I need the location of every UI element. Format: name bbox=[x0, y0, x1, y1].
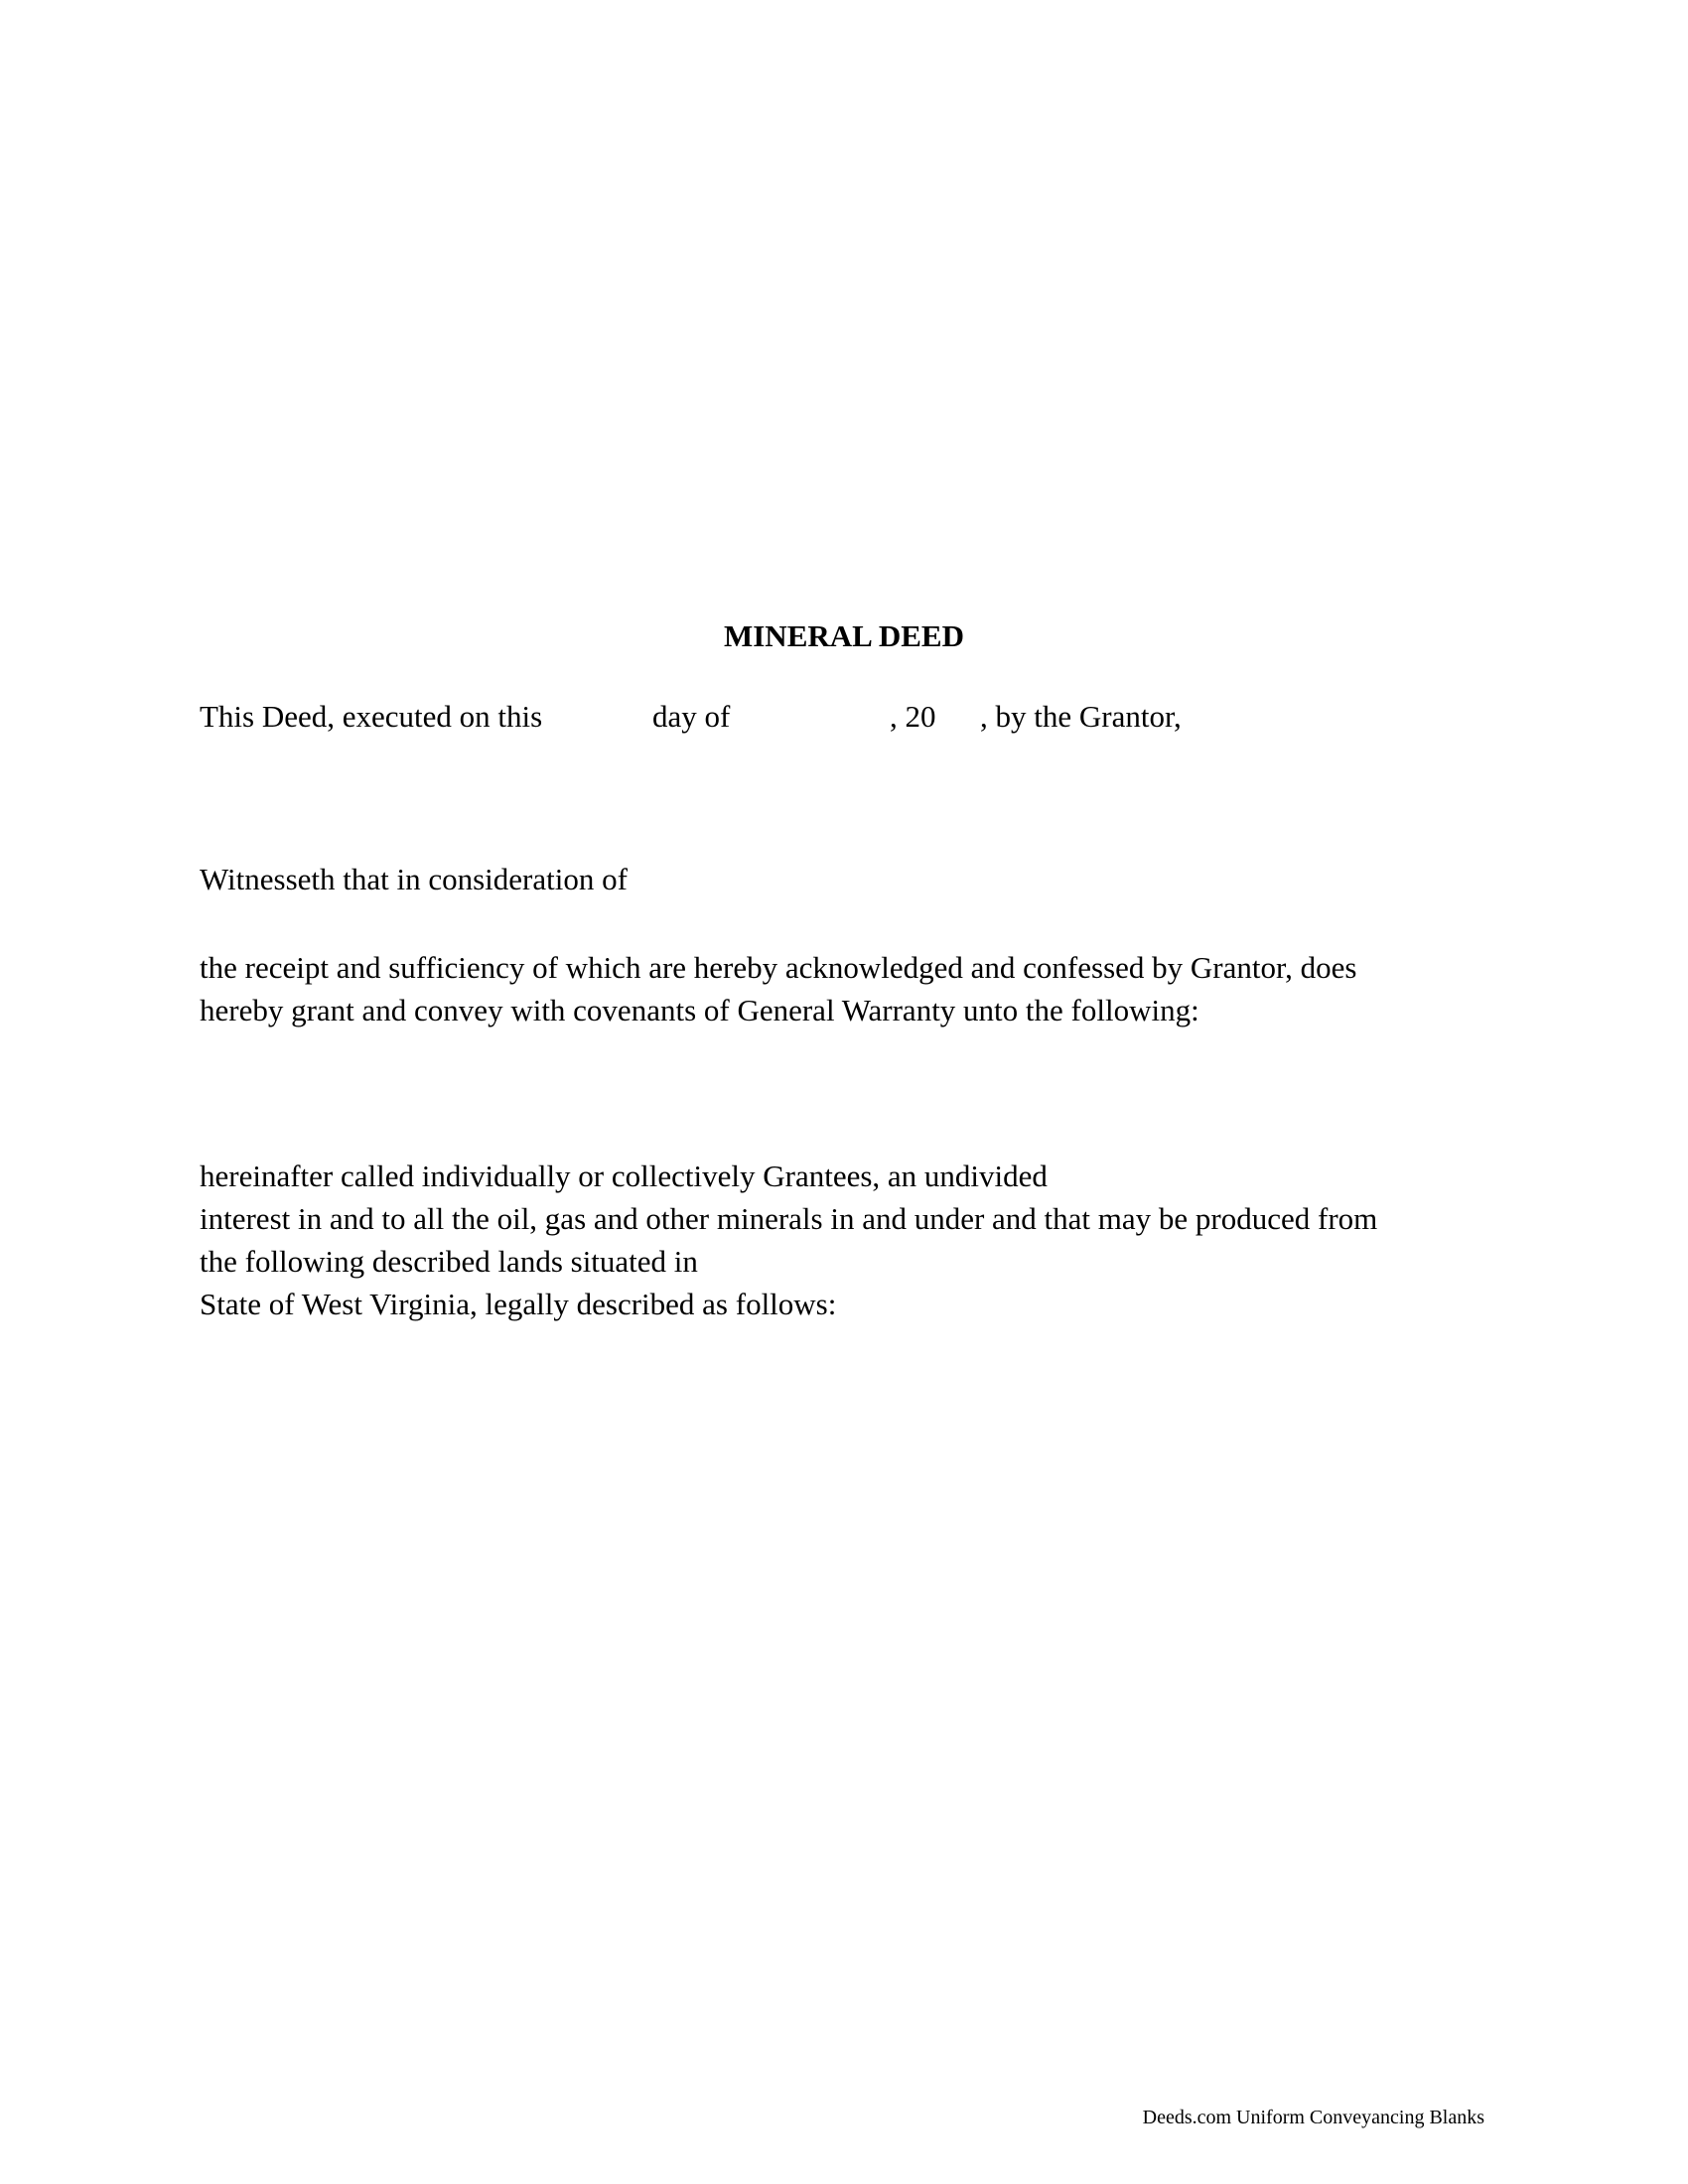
witnesseth-line: Witnesseth that in consideration of bbox=[200, 862, 628, 896]
document-footer: Deeds.com Uniform Conveyancing Blanks bbox=[1142, 2107, 1484, 2128]
intro-text-day-of: day of bbox=[652, 699, 731, 734]
grantee-line-4: State of West Virginia, legally described as follows: bbox=[200, 1287, 837, 1321]
grantee-line-3: the following described lands situated in bbox=[200, 1244, 698, 1279]
document-title: MINERAL DEED bbox=[723, 618, 964, 653]
grantee-line-2: interest in and to all the oil, gas and other minerals in and under and that may be produced from bbox=[200, 1201, 1378, 1236]
receipt-line-2: hereby grant and convey with covenants of General Warranty unto the following: bbox=[200, 993, 1199, 1027]
intro-text-grantor: , by the Grantor, bbox=[980, 699, 1182, 734]
receipt-line-1: the receipt and sufficiency of which are hereby acknowledged and confessed by Grantor, does bbox=[200, 950, 1357, 985]
intro-text-executed: This Deed, executed on this bbox=[200, 699, 543, 734]
intro-text-year: , 20 bbox=[890, 699, 936, 734]
grantee-line-1: hereinafter called individually or collectively Grantees, an undivided bbox=[200, 1159, 1048, 1193]
